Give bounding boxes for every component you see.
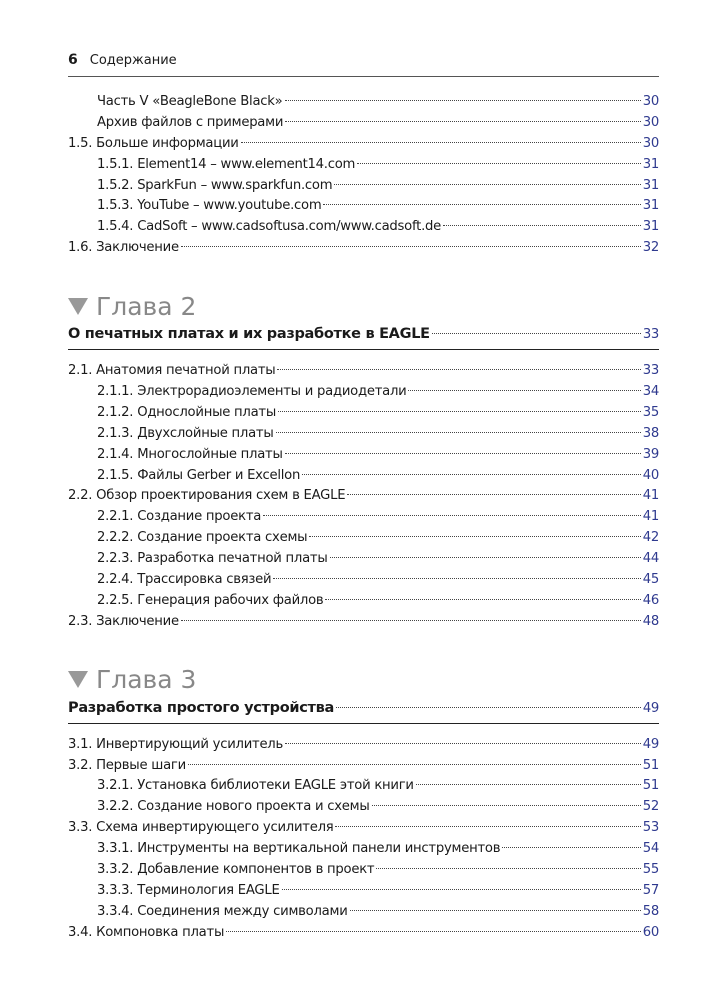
toc-entry-text: 2.3. Заключение — [68, 613, 179, 629]
toc-entry[interactable] — [68, 217, 659, 238]
chapter-section — [68, 663, 659, 944]
chapter-entries — [68, 361, 659, 633]
toc-entry[interactable] — [68, 735, 659, 756]
toc-entry-text: 2.1. Анатомия печатной платы — [68, 363, 276, 379]
toc-entry[interactable] — [68, 382, 659, 403]
page-ref: 58 — [642, 903, 659, 919]
triangle-down-icon — [68, 298, 88, 315]
toc-entry[interactable] — [68, 238, 659, 259]
chapter-title: О печатных платах и их разработке в EAGLE — [68, 326, 430, 343]
toc-entry-text: 2.1.3. Двухслойные платы — [97, 425, 274, 441]
dot-leader — [323, 204, 640, 205]
dot-leader — [181, 620, 641, 621]
chapter-label: Глава 3 — [96, 665, 197, 695]
toc-entry-text: 3.3.1. Инструменты на вертикальной панели инструментов — [97, 841, 501, 857]
toc-entry-text: 2.1.4. Многослойные платы — [97, 446, 283, 462]
toc-entry-text: 3.2. Первые шаги — [68, 757, 186, 773]
toc-entry[interactable] — [68, 445, 659, 466]
page-ref: 41 — [642, 488, 659, 504]
toc-entry-text: 3.3. Схема инвертирующего усилителя — [68, 820, 334, 836]
toc-entry[interactable] — [68, 881, 659, 902]
toc-entry[interactable] — [68, 818, 659, 839]
page-ref: 33 — [642, 363, 659, 379]
toc-entry[interactable] — [68, 528, 659, 549]
toc-entry-text: 1.5.3. YouTube – www.youtube.com — [97, 198, 322, 214]
page-ref: 31 — [642, 177, 659, 193]
toc-entry[interactable] — [68, 797, 659, 818]
dot-leader — [285, 121, 641, 122]
toc-entry-text: 3.3.3. Терминология EAGLE — [97, 882, 280, 898]
page-ref: 30 — [642, 94, 659, 109]
dot-leader — [285, 453, 641, 454]
dot-leader — [408, 390, 640, 391]
toc-entry[interactable] — [68, 92, 659, 113]
toc-entry-text: 2.2.1. Создание проекта — [97, 509, 262, 525]
page-ref: 39 — [642, 446, 659, 462]
page-ref: 31 — [642, 198, 659, 214]
page-ref: 46 — [642, 592, 659, 608]
chapter-heading — [68, 289, 659, 323]
dot-leader — [350, 910, 641, 911]
toc-entry-text: 3.1. Инвертирующий усилитель — [68, 736, 284, 752]
dot-leader — [188, 764, 641, 765]
toc-entry-text: 3.3.4. Соединения между символами — [97, 903, 348, 919]
chapter-heading — [68, 663, 659, 697]
toc-entry-text: 3.3.2. Добавление компонентов в проект — [97, 862, 375, 878]
chapter-label: Глава 2 — [96, 291, 197, 321]
dot-leader — [273, 578, 640, 579]
toc-entry-text: 2.2.2. Создание проекта схемы — [97, 530, 308, 546]
dot-leader — [309, 536, 640, 537]
toc-entry[interactable] — [68, 466, 659, 487]
dot-leader — [357, 163, 641, 164]
toc-entry[interactable] — [68, 486, 659, 507]
page-ref: 57 — [642, 882, 659, 898]
page-ref: 41 — [642, 509, 659, 525]
toc-entry-text: 1.5.1. Element14 – www.element14.com — [97, 156, 356, 172]
table-of-contents — [68, 92, 659, 944]
page-ref: 49 — [642, 736, 659, 752]
toc-entry[interactable] — [68, 776, 659, 797]
toc-entry-text: 2.1.5. Файлы Gerber и Excellon — [97, 467, 301, 483]
page-ref: 52 — [642, 799, 659, 815]
dot-leader — [278, 411, 641, 412]
dot-leader — [276, 432, 641, 433]
toc-entry[interactable] — [68, 860, 659, 881]
toc-entry[interactable] — [68, 570, 659, 591]
page-ref: 31 — [642, 156, 659, 172]
dot-leader — [241, 142, 641, 143]
toc-entry[interactable] — [68, 612, 659, 633]
page-ref: 34 — [642, 384, 659, 400]
toc-entry-text: 2.2.4. Трассировка связей — [97, 572, 272, 588]
page-ref: 48 — [642, 613, 659, 629]
chapter-title: Разработка простого устройства — [68, 699, 334, 716]
toc-entry-text: 2.1.1. Электрорадиоэлементы и радиодетали — [97, 384, 407, 400]
chapter-section — [68, 289, 659, 633]
dot-leader — [334, 184, 640, 185]
running-header — [68, 52, 659, 77]
dot-leader — [347, 494, 640, 495]
page-ref: 53 — [642, 820, 659, 836]
page-ref: 44 — [642, 551, 659, 567]
toc-entry[interactable] — [68, 113, 659, 134]
dot-leader — [285, 743, 641, 744]
page-ref: 40 — [642, 467, 659, 483]
dot-leader — [335, 826, 640, 827]
page-ref: 38 — [642, 425, 659, 441]
dot-leader — [443, 225, 641, 226]
toc-entry-text: 3.2.2. Создание нового проекта и схемы — [97, 799, 370, 815]
dot-leader — [432, 333, 641, 334]
dot-leader — [302, 474, 641, 475]
toc-entry-text: 3.2.1. Установка библиотеки EAGLE этой книги — [97, 778, 414, 794]
toc-entry[interactable] — [68, 902, 659, 923]
toc-entry[interactable] — [68, 756, 659, 777]
toc-entry-text: 2.1.2. Однослойные платы — [97, 404, 277, 420]
dot-leader — [181, 246, 641, 247]
chapter-title-entry[interactable] — [68, 326, 659, 350]
toc-entry[interactable] — [68, 196, 659, 217]
toc-entry[interactable] — [68, 507, 659, 528]
page-ref: 33 — [642, 327, 659, 343]
toc-entry[interactable] — [68, 923, 659, 944]
toc-entry-text: 1.6. Заключение — [68, 240, 179, 256]
page-ref: 60 — [642, 924, 659, 940]
toc-entry-text: 2.2.5. Генерация рабочих файлов — [97, 592, 324, 608]
toc-entry-text: Архив файлов с примерами — [97, 114, 284, 130]
page-ref: 30 — [642, 114, 659, 130]
page-ref: 32 — [642, 240, 659, 256]
dot-leader — [277, 369, 640, 370]
dot-leader — [325, 599, 640, 600]
chapter-title-entry[interactable] — [68, 700, 659, 724]
toc-entry[interactable] — [68, 176, 659, 197]
dot-leader — [336, 707, 641, 708]
toc-entry-text: 1.5. Больше информации — [68, 135, 239, 151]
page-number: 6 — [68, 52, 78, 68]
page-ref: 54 — [642, 841, 659, 857]
page-ref: 51 — [642, 757, 659, 773]
page-ref: 35 — [642, 404, 659, 420]
toc-entry-text: 2.2. Обзор проектирования схем в EAGLE — [68, 488, 346, 504]
dot-leader — [502, 847, 640, 848]
toc-entry-text: 2.2.3. Разработка печатной платы — [97, 551, 328, 567]
toc-entry[interactable] — [68, 549, 659, 570]
toc-entry[interactable] — [68, 134, 659, 155]
triangle-down-icon — [68, 671, 88, 688]
dot-leader — [416, 784, 641, 785]
toc-entry-text: 1.5.2. SparkFun – www.sparkfun.com — [97, 177, 333, 193]
toc-entry-text: 1.5.4. CadSoft – www.cadsoftusa.com/www.cadsoft.de — [97, 219, 442, 235]
dot-leader — [282, 889, 641, 890]
toc-entry[interactable] — [68, 361, 659, 382]
page-ref: 30 — [642, 135, 659, 151]
page-ref: 51 — [642, 778, 659, 794]
dot-leader — [263, 515, 641, 516]
dot-leader — [372, 805, 641, 806]
page-ref: 49 — [642, 700, 659, 716]
toc-entry-text: 3.4. Компоновка платы — [68, 924, 225, 940]
page-ref: 45 — [642, 572, 659, 588]
dot-leader — [285, 100, 641, 101]
page-ref: 42 — [642, 530, 659, 546]
page-ref: 31 — [642, 219, 659, 235]
dot-leader — [376, 868, 640, 869]
toc-entry-text: Часть V «BeagleBone Black» — [97, 94, 283, 109]
dot-leader — [226, 931, 641, 932]
toc-continued-section — [68, 92, 659, 259]
running-title: Содержание — [89, 53, 177, 68]
page-ref: 55 — [642, 862, 659, 878]
toc-entry[interactable] — [68, 591, 659, 612]
toc-entry[interactable] — [68, 403, 659, 424]
dot-leader — [330, 557, 641, 558]
toc-entry[interactable] — [68, 424, 659, 445]
toc-entry[interactable] — [68, 155, 659, 176]
chapter-entries — [68, 735, 659, 944]
toc-entry[interactable] — [68, 839, 659, 860]
